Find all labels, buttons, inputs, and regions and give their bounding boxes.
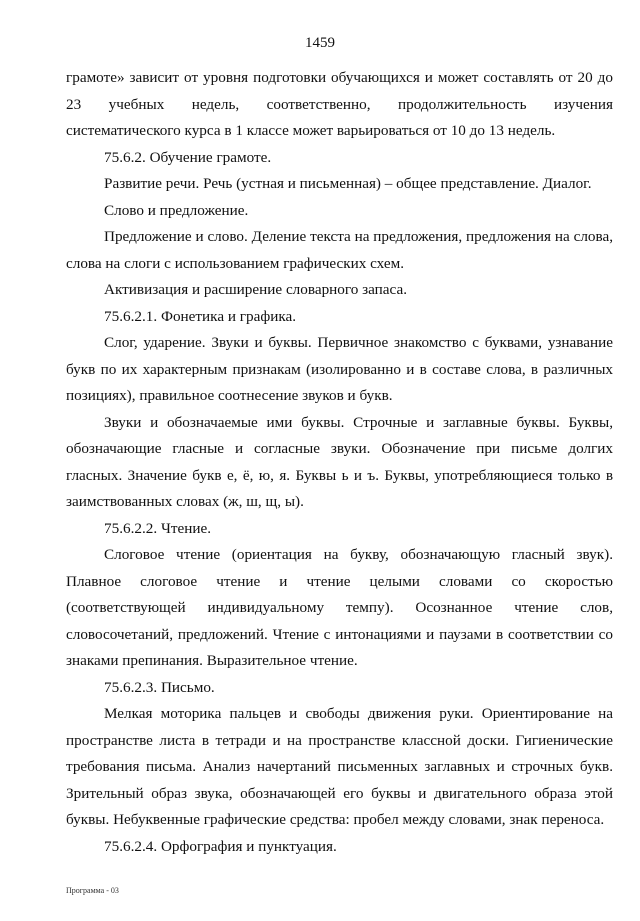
paragraph: Предложение и слово. Деление текста на предложения, предложения на слова, слова на слоги с использованием графических схем. — [66, 228, 613, 272]
paragraph-continuation: грамоте» зависит от уровня подготовки обучающихся и может составлять от 20 до 23 учебных недель, соответственно, продолжительность изучения систематического курса в 1 классе может варьироваться от 10 до 13 недель. — [66, 69, 613, 139]
section-heading-75-6-2-2: 75.6.2.2. Чтение. — [104, 519, 211, 537]
paragraph: Слово и предложение. — [104, 201, 249, 219]
paragraph: Активизация и расширение словарного запаса. — [104, 281, 407, 298]
paragraph: Слоговое чтение (ориентация на букву, обозначающую гласный звук). Плавное слоговое чтение и чтение целыми словами со скоростью (соответствующей индивидуальному темпу). Осознанное чтение слов, словосочетаний, предложений. Чтение с интонациями и паузами в соответствии со знаками препинания. Выразительное чтение. — [66, 546, 613, 669]
section-heading-75-6-2-3: 75.6.2.3. Письмо. — [104, 678, 215, 696]
paragraph: Развитие речи. Речь (устная и письменная) – общее представление. Диалог. — [104, 175, 592, 192]
paragraph: Мелкая моторика пальцев и свободы движения руки. Ориентирование на пространстве листа в тетради и на пространстве классной доски. Гигиенические требования письма. Анализ начертаний письменных заглавных и строчных букв. Зрительный образ звука, обозначающей его буквы и двигательного образа этой буквы. Небуквенные графические средства: пробел между словами, знак переноса. — [66, 705, 613, 828]
section-heading-75-6-2-4: 75.6.2.4. Орфография и пунктуация. — [104, 837, 337, 855]
page-footer: Программа - 03 — [66, 886, 119, 895]
section-heading-75-6-2: 75.6.2. Обучение грамоте. — [104, 148, 272, 166]
body-text — [66, 65, 613, 860]
page-number: 1459 — [305, 35, 335, 51]
paragraph: Слог, ударение. Звуки и буквы. Первичное знакомство с буквами, узнавание букв по их характерным признакам (изолированно и в составе слова, в различных позициях), правильное соотнесение звуков и букв. — [66, 334, 613, 404]
paragraph: Звуки и обозначаемые ими буквы. Строчные и заглавные буквы. Буквы, обозначающие гласные и согласные звуки. Обозначение при письме долгих гласных. Значение букв е, ё, ю, я. Буквы ь и ъ. Буквы, употребляющиеся только в заимствованных словах (ж, ш, щ, ы). — [66, 413, 613, 510]
section-heading-75-6-2-1: 75.6.2.1. Фонетика и графика. — [104, 307, 297, 325]
